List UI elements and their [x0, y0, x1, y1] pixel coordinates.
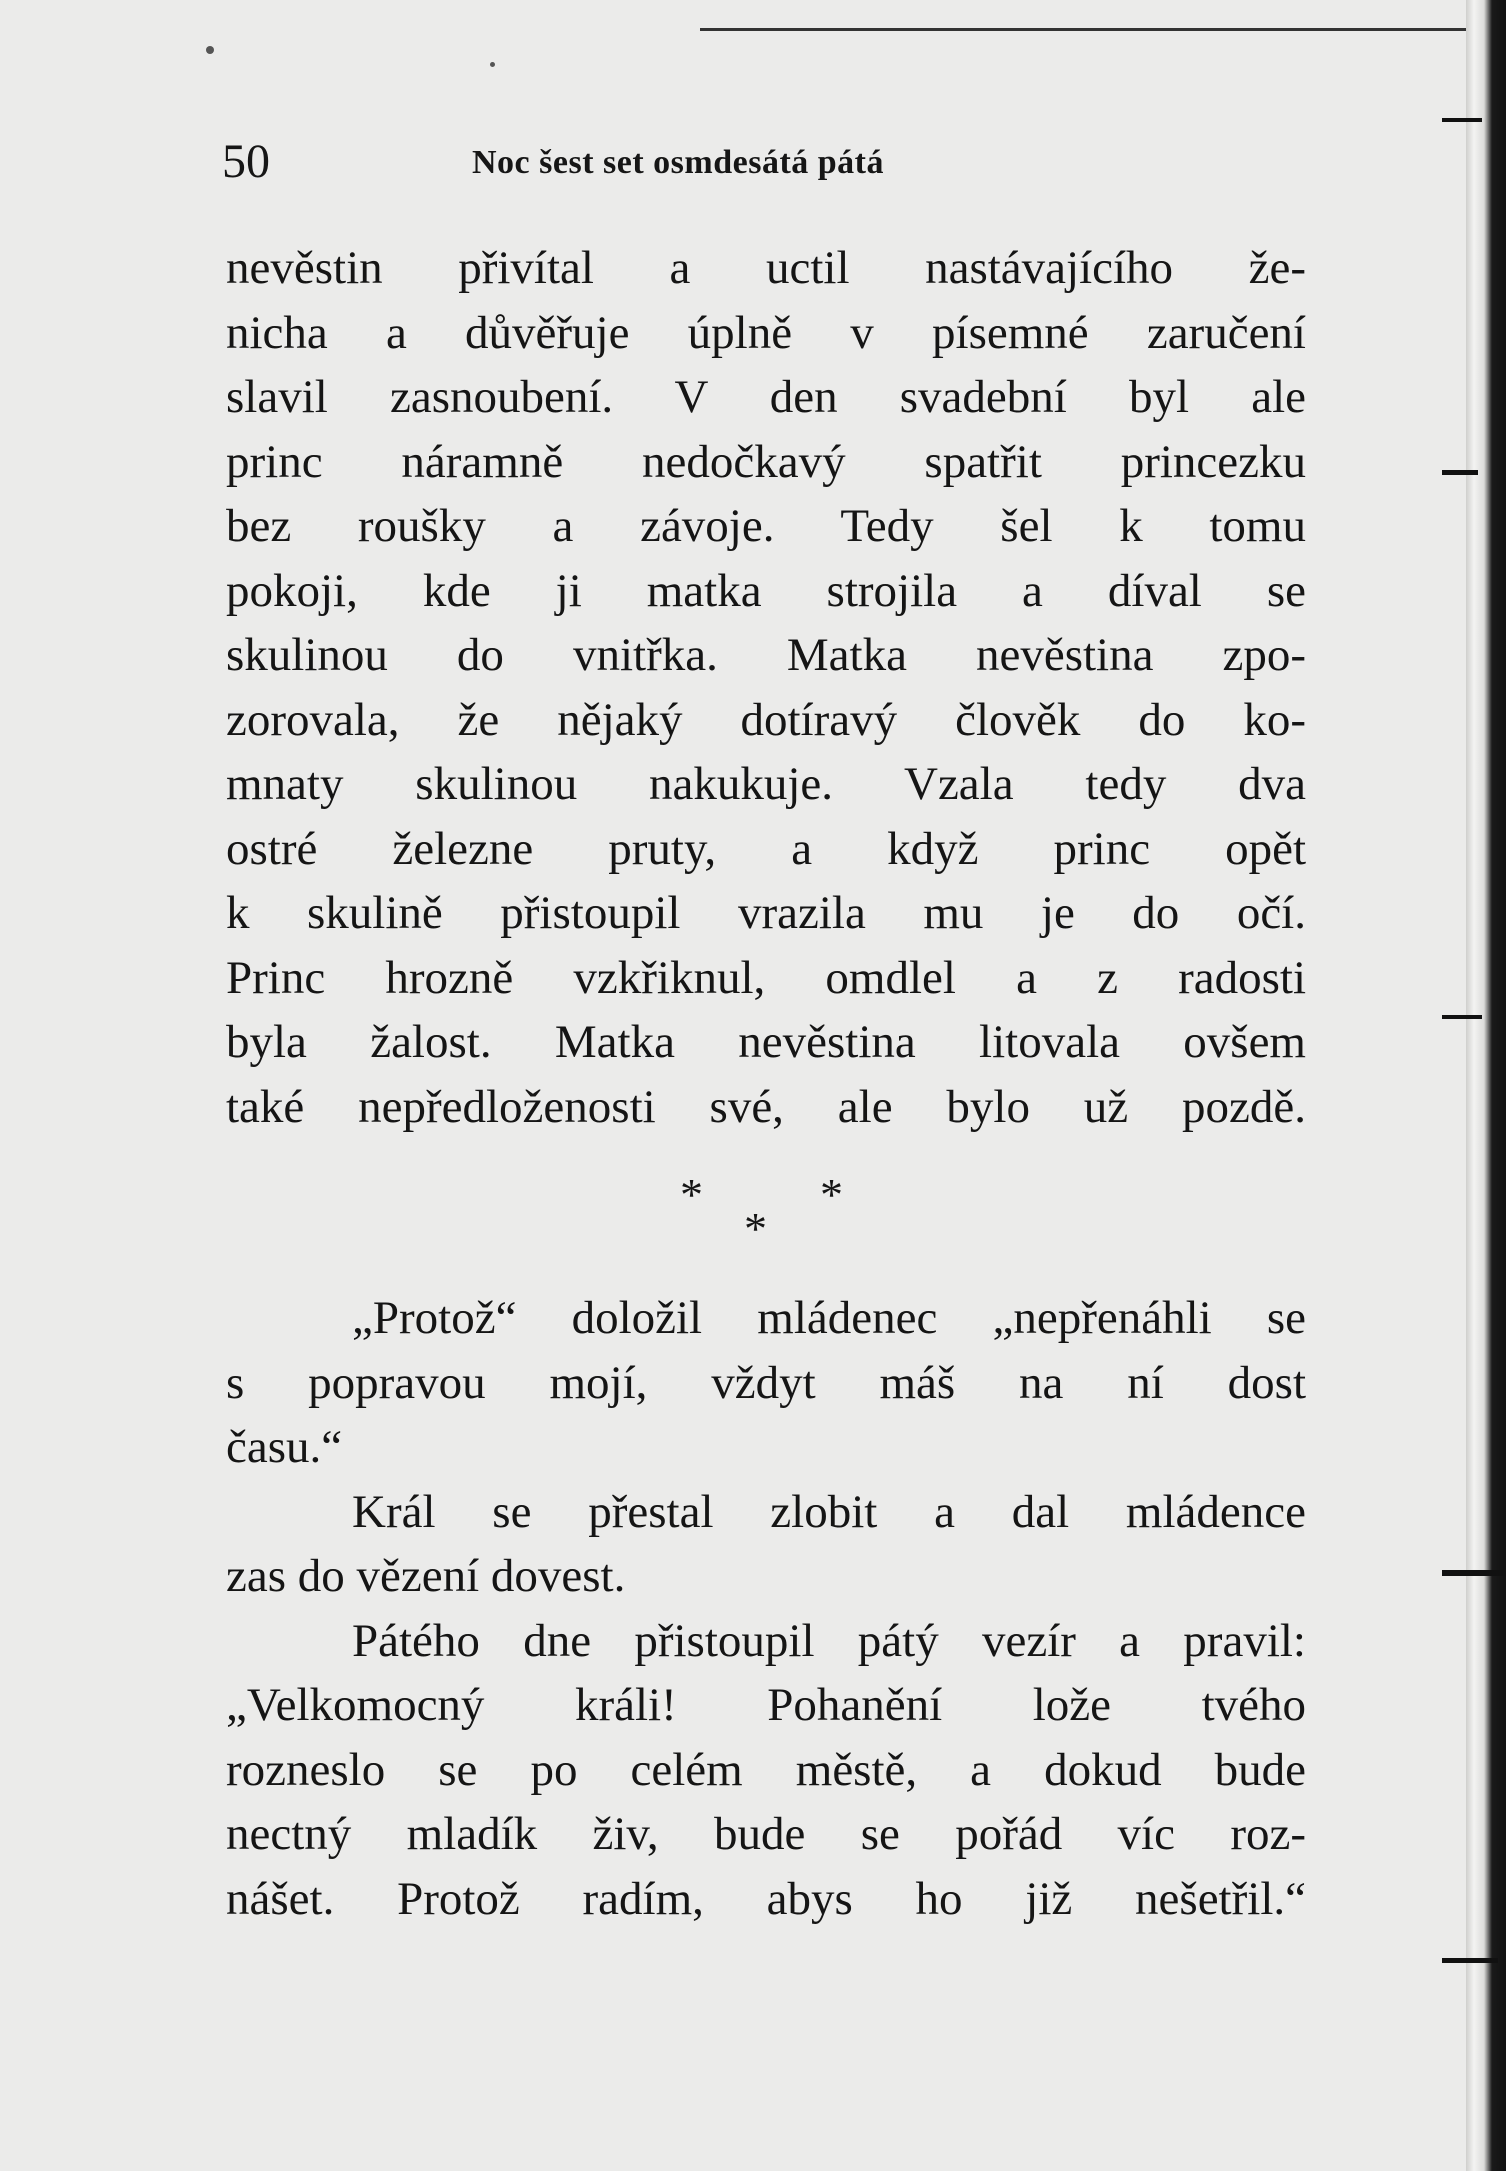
text-line: rozneslo se po celém městě, a dokud bude — [226, 1743, 1306, 1796]
text-line: času.“ — [226, 1421, 343, 1473]
text-line: princ náramně nedočkavý spatřit princezku — [226, 435, 1306, 488]
binding-mark — [1442, 1015, 1482, 1019]
paragraph-1 — [226, 236, 1306, 1139]
text-line: s popravou mojí, vždyt máš na ní dost — [226, 1356, 1306, 1409]
binding-mark — [1442, 1570, 1506, 1576]
text-line: slavil zasnoubení. V den svadební byl ale — [226, 371, 1306, 423]
text-line: nicha a důvěřuje úplně v písemné zaručení — [226, 306, 1306, 359]
text-line: Pátého dne přistoupil pátý vezír a pravil: — [352, 1614, 1306, 1667]
text-line: nevěstin přivítal a uctil nastávajícího že- — [226, 242, 1306, 294]
text-line: bez roušky a závoje. Tedy šel k tomu — [226, 500, 1306, 552]
text-line: zas do vězení dovest. — [226, 1550, 626, 1602]
page-top-rule — [700, 28, 1466, 31]
binding-mark — [1442, 1958, 1498, 1963]
binding-mark — [1442, 470, 1478, 475]
text-line: „Velkomocný králi! Pohanění lože tvého — [226, 1679, 1306, 1731]
text-line: k skulině přistoupil vrazila mu je do očí. — [226, 887, 1306, 939]
page-edge-shadow — [1466, 0, 1506, 2171]
text-line: Král se přestal zlobit a dal mládence — [352, 1485, 1306, 1538]
running-head — [222, 132, 1302, 192]
running-title: Noc šest set osmdesátá pátá — [472, 144, 885, 181]
asterisk: * — [680, 1169, 703, 1220]
text-line: „Protož“ doložil mládenec „nepřenáhli se — [352, 1292, 1306, 1344]
text-line: ostré železne pruty, a když princ opět — [226, 822, 1306, 875]
section-separator — [680, 1168, 880, 1254]
asterisk: * — [744, 1203, 767, 1254]
text-line: zorovala, že nějaký dotíravý člověk do ko- — [226, 693, 1306, 746]
page-number: 50 — [222, 135, 270, 188]
asterisk: * — [820, 1169, 843, 1220]
text-line: nectný mladík živ, bude se pořád víc roz- — [226, 1808, 1306, 1860]
ink-speck — [490, 62, 495, 67]
paragraphs-after-separator — [226, 1286, 1306, 1931]
text-line: skulinou do vnitřka. Matka nevěstina zpo- — [226, 629, 1306, 681]
binding-mark — [1442, 118, 1482, 122]
ink-speck — [206, 46, 214, 54]
text-line: pokoji, kde ji matka strojila a díval se — [226, 564, 1306, 617]
text-line: mnaty skulinou nakukuje. Vzala tedy dva — [226, 758, 1306, 810]
text-line: byla žalost. Matka nevěstina litovala ovšem — [226, 1016, 1306, 1068]
text-line: nášet. Protož radím, abys ho již nešetřil.“ — [226, 1872, 1306, 1925]
text-line: Princ hrozně vzkřiknul, omdlel a z radosti — [226, 951, 1306, 1004]
text-line: také nepředloženosti své, ale bylo už pozdě. — [226, 1080, 1306, 1133]
